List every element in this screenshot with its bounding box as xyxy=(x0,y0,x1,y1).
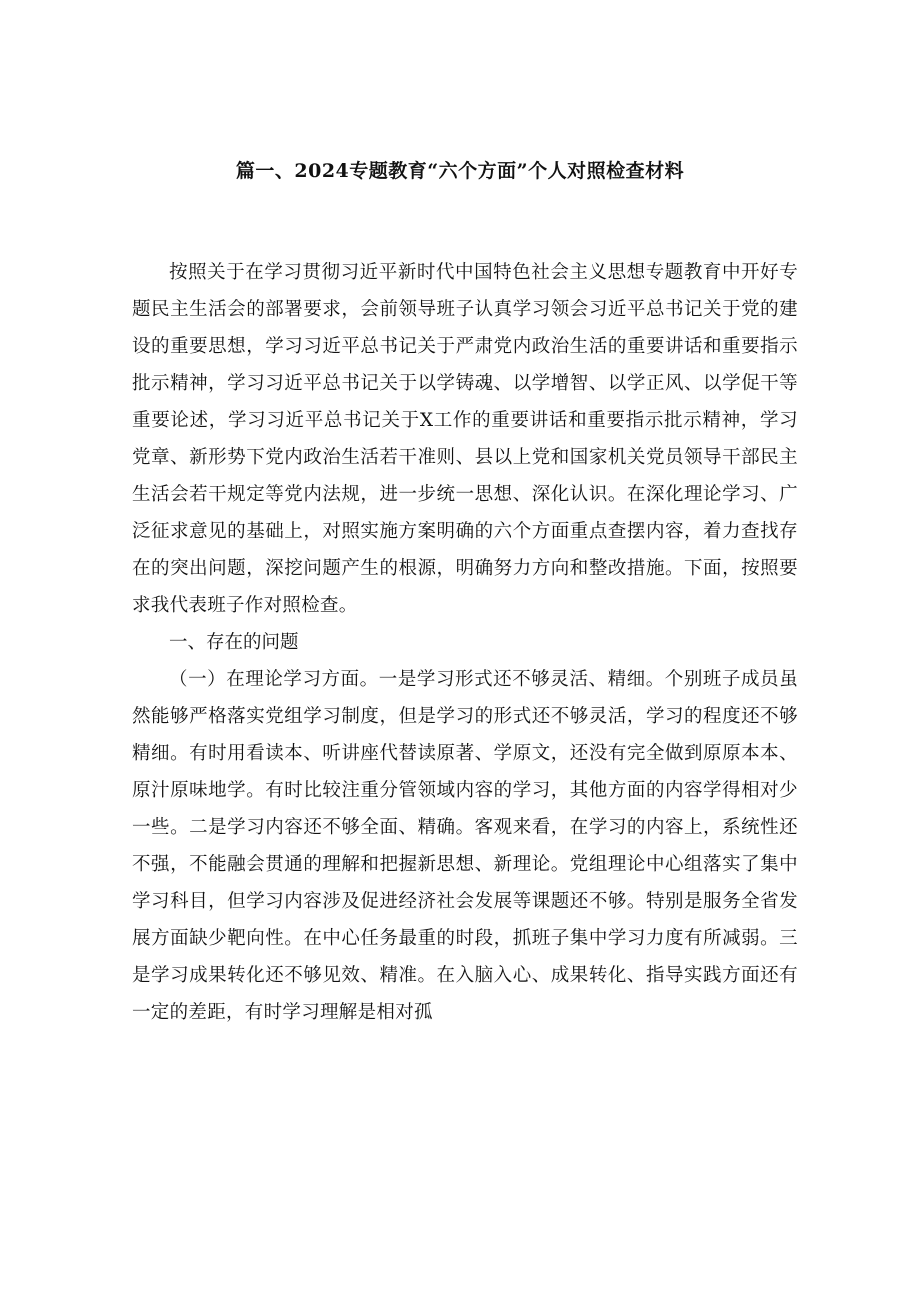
section-heading: 一、存在的问题 xyxy=(169,632,299,653)
section-paragraph: （一）在理论学习方面。一是学习形式还不够灵活、精细。个别班子成员虽然能够严格落实党组学习制度，但是学习的形式还不够灵活，学习的程度还不够精细。有时用看读本、听讲座代替读原著、学原文，还没有完全做到原原本本、原汁原味地学。有时比较注重分管领域内容的学习，其他方面的内容学得相对少一些。二是学习内容还不够全面、精确。客观来看，在学习的内容上，系统性还不强，不能融会贯通的理解和把握新思想、新理论。党组理论中心组落实了集中学习科目，但学习内容涉及促进经济社会发展等课题还不够。特别是服务全省发展方面缺少靶向性。在中心任务最重的时段，抓班子集中学习力度有所减弱。三是学习成果转化还不够见效、精准。在入脑入心、成果转化、指导实践方面还有一定的差距，有时学习理解是相对孤 xyxy=(132,669,798,1023)
intro-paragraph: 按照关于在学习贯彻习近平新时代中国特色社会主义思想专题教育中开好专题民主生活会的部署要求，会前领导班子认真学习领会习近平总书记关于党的建设的重要思想，学习习近平总书记关于严肃党内政治生活的重要讲话和重要指示批示精神，学习习近平总书记关于以学铸魂、以学增智、以学正风、以学促干等重要论述，学习习近平总书记关于X工作的重要讲话和重要指示批示精神，学习党章、新形势下党内政治生活若干准则、县以上党和国家机关党员领导干部民主生活会若干规定等党内法规，进一步统一思想、深化认识。在深化理论学习、广泛征求意见的基础上，对照实施方案明确的六个方面重点查摆内容，着力查找存在的突出问题，深挖问题产生的根源，明确努力方向和整改措施。下面，按照要求我代表班子作对照检查。 xyxy=(132,262,798,616)
document-body xyxy=(132,254,798,1031)
document-title: 篇一、2024专题教育“六个方面”个人对照检查材料 xyxy=(235,160,685,182)
